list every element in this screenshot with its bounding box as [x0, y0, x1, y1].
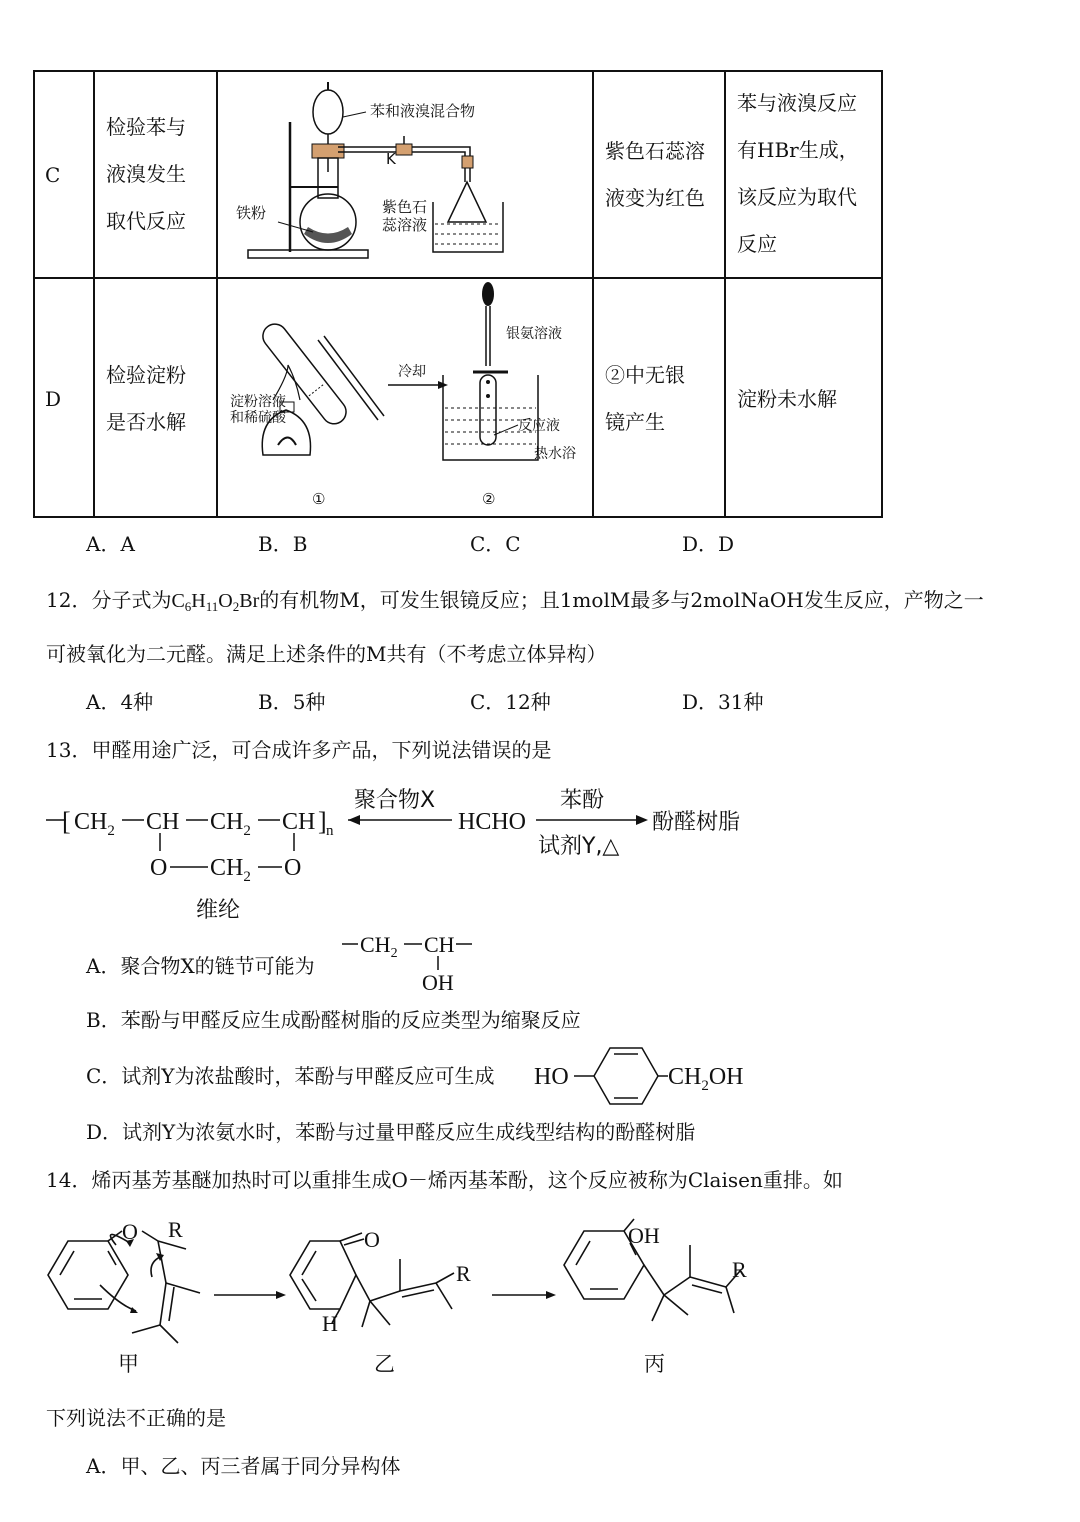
q13-c-structure [532, 1044, 792, 1108]
row-c-conclusion: 苯与液溴反应 有HBr生成， 该反应为取代 反应 [737, 91, 859, 256]
label-step-1: ① [312, 490, 326, 508]
q12-option-a[interactable]: A．4种 [86, 690, 154, 714]
svg-text:[: [ [62, 807, 71, 836]
label-iron: 铁粉 [236, 204, 267, 222]
bromination-apparatus-diagram [218, 72, 592, 277]
label-starch-2: 和稀硫酸 [230, 410, 286, 426]
atom-h-yi: H [322, 1311, 338, 1336]
experiment-table [33, 70, 883, 518]
vinylon-label: 维纶 [196, 898, 241, 923]
svg-text:CH: CH [146, 809, 180, 835]
q12-option-c[interactable]: C．12种 [470, 690, 551, 714]
q14-option-a[interactable]: A．甲、乙、丙三者属于同分异构体 [86, 1454, 401, 1478]
row-d-label: D [45, 387, 62, 411]
label-valve-k: K [386, 150, 396, 168]
row-c-label: C [45, 163, 61, 187]
q13-option-a[interactable]: A．聚合物X的链节可能为 [86, 954, 315, 978]
q11-option-d[interactable]: D．D [682, 532, 735, 556]
q13-c-ho: HO [534, 1064, 569, 1090]
q12-option-d[interactable]: D．31种 [682, 690, 764, 714]
q13-option-d[interactable]: D．试剂Y为浓氨水时，苯酚与过量甲醛反应生成线型结构的酚醛树脂 [86, 1120, 696, 1144]
formaldehyde-reaction-scheme [40, 775, 800, 925]
atom-o-jia: O [122, 1219, 138, 1244]
svg-text:CH: CH [424, 932, 455, 957]
q12-option-b[interactable]: B．5种 [258, 690, 326, 714]
starch-hydrolysis-diagram [218, 280, 592, 516]
label-yi: 乙 [374, 1352, 395, 1376]
q13-option-b[interactable]: B．苯酚与甲醛反应生成酚醛树脂的反应类型为缩聚反应 [86, 1008, 581, 1032]
product-phenolic-resin: 酚醛树脂 [652, 810, 741, 835]
q11-option-a[interactable]: A．A [86, 532, 135, 556]
atom-o-yi: O [364, 1227, 380, 1252]
q13-stem: 13．甲醛用途广泛，可合成许多产品，下列说法错误的是 [46, 738, 552, 762]
atom-r-yi: R [456, 1261, 471, 1286]
label-litmus-2: 蕊溶液 [382, 216, 428, 234]
label-litmus-1: 紫色石 [382, 198, 428, 216]
label-cool: 冷却 [398, 364, 426, 380]
q13-a-structure [340, 926, 480, 996]
polymer-ch: CH [282, 809, 316, 835]
row-c-phenomenon: 紫色石蕊溶 液变为红色 [605, 139, 705, 210]
ring-o2: O [284, 855, 302, 881]
claisen-rearrangement-scheme [40, 1215, 800, 1385]
svg-text:CH2OH: $CH_2OH$ [668, 1064, 744, 1094]
q12-formula: $C_6H_{11}O_2Br$ [171, 590, 260, 614]
label-mixture: 苯和液溴混合物 [370, 102, 476, 120]
arrow-label-reagent-y: 试剂Y,△ [538, 834, 620, 859]
atom-r-jia: R [168, 1217, 183, 1242]
q12-stem-line2: 可被氧化为二元醛。满足上述条件的M共有（不考虑立体异构） [46, 642, 607, 666]
label-silver-ammonia: 银氨溶液 [506, 326, 562, 342]
svg-text:]: ] [318, 807, 327, 836]
atom-r-bing: R [732, 1257, 747, 1282]
q14-sub-stem: 下列说法不正确的是 [46, 1406, 226, 1430]
ring-ch2: CH [210, 855, 244, 881]
atom-oh-bing: OH [628, 1223, 660, 1248]
polymer-n: n [326, 823, 334, 839]
ring-o1: O [150, 855, 168, 881]
row-c-purpose: 检验苯与 液溴发生 取代反应 [106, 115, 186, 233]
svg-text:CH2: $CH_2$ [360, 932, 398, 961]
q14-stem: 14．烯丙基芳基醚加热时可以重排生成O－烯丙基苯酚，这个反应被称为Claisen重排。如 [46, 1168, 843, 1192]
q12-stem-line1: 12．分子式为$C_6H_{11}O_2Br$的有机物M，可发生银镜反应；且1molM最多与2molNaOH发生反应，产物之一 [46, 588, 984, 614]
q11-option-b[interactable]: B．B [258, 532, 308, 556]
label-reaction-liquid: 反应液 [518, 418, 560, 434]
label-jia: 甲 [118, 1352, 139, 1376]
row-d-conclusion: 淀粉未水解 [737, 387, 837, 411]
svg-text:CH2: $CH_2$ [210, 809, 251, 839]
q11-option-c[interactable]: C．C [470, 532, 521, 556]
label-bing: 丙 [644, 1352, 665, 1376]
arrow-label-phenol: 苯酚 [560, 788, 605, 813]
row-d-purpose: 检验淀粉 是否水解 [106, 363, 186, 434]
svg-text:CH2: $CH_2$ [210, 855, 251, 885]
label-step-2: ② [482, 490, 496, 508]
label-starch-1: 淀粉溶液 [230, 394, 286, 410]
q13-c-ch2oh: CH [668, 1064, 702, 1090]
q13-a-oh: OH [422, 970, 454, 995]
row-d-phenomenon: ②中无银 镜产生 [605, 363, 685, 434]
arrow-label-polymer-x: 聚合物X [354, 788, 436, 813]
label-hot-water-bath: 热水浴 [534, 446, 576, 462]
svg-text:CH2: $CH_2$ [74, 809, 115, 839]
center-hcho: HCHO [458, 809, 527, 835]
q13-option-c[interactable]: C．试剂Y为浓盐酸时，苯酚与甲醛反应可生成 [86, 1064, 495, 1088]
